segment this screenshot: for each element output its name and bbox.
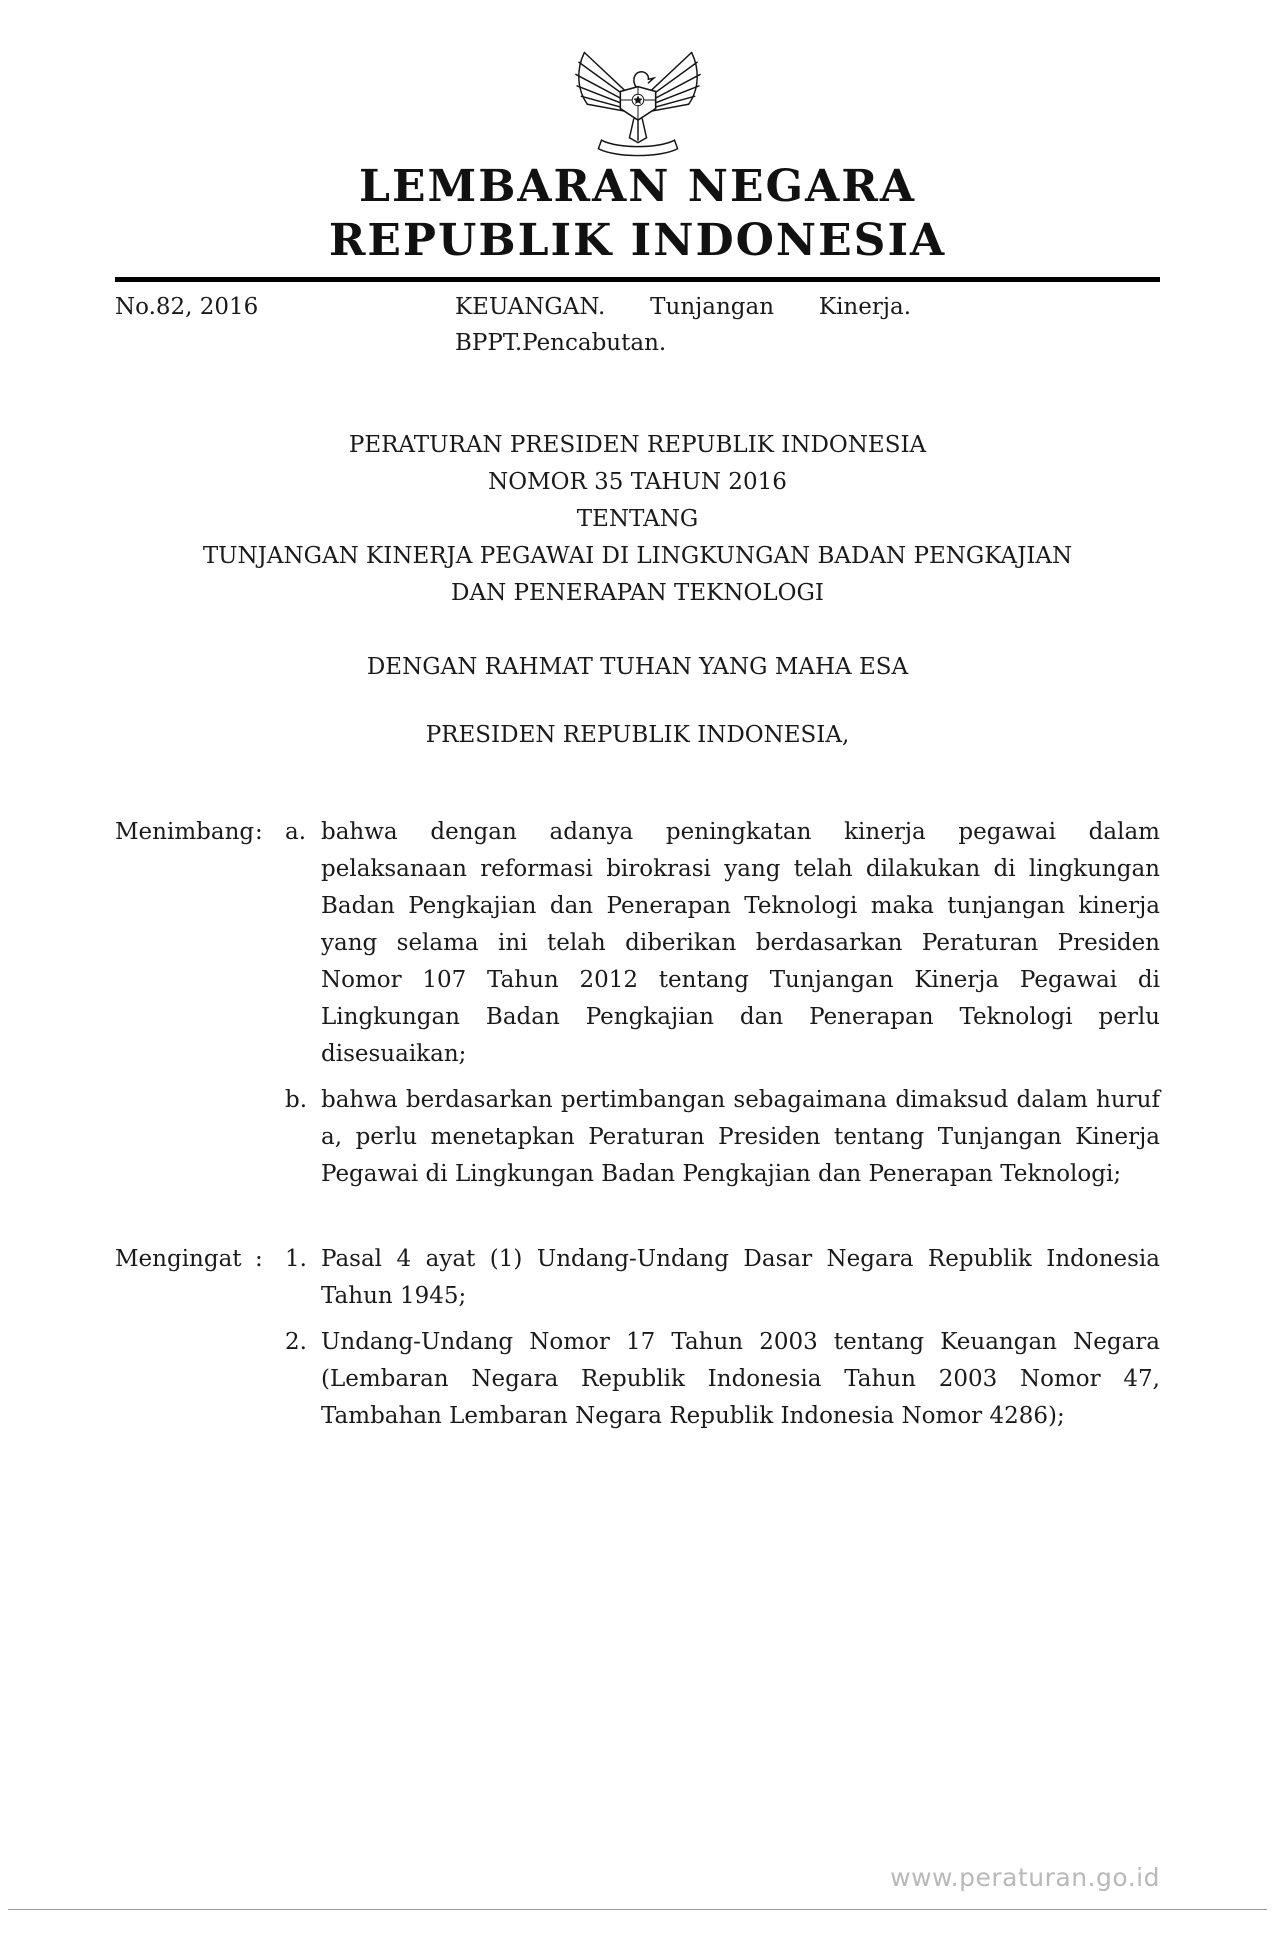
emblem-container xyxy=(115,0,1160,160)
considerations-separator: : xyxy=(255,819,263,845)
consideration-item-text: bahwa dengan adanya peningkatan kinerja pegawai dalam pelaksanaan reformasi birokrasi yang telah dilakukan di lingkungan Badan Pengkajian dan Penerapan Teknologi maka tunjangan kinerja yang selama ini telah diberikan berdasarkan Peraturan Presiden Nomor 107 Tahun 2012 tentang Tunjangan Kinerja Pegawai di Lingkungan Badan Pengkajian dan Penerapan Teknologi perlu disesuaikan; xyxy=(321,819,1160,1067)
clause-label-spacer xyxy=(115,1324,255,1435)
consideration-item-marker: b. xyxy=(285,1087,308,1113)
legal-basis-item-marker: 1. xyxy=(285,1246,307,1272)
invocation-line: DENGAN RAHMAT TUHAN YANG MAHA ESA xyxy=(366,654,909,680)
gazette-number: No.82, 2016 xyxy=(115,294,259,320)
legal-basis-separator: : xyxy=(255,1246,263,1272)
decree-title-line: PERATURAN PRESIDEN REPUBLIK INDONESIA xyxy=(348,432,927,458)
gazette-title-line1: LEMBARAN NEGARA xyxy=(359,161,916,212)
section-gap xyxy=(115,1202,1160,1232)
decree-title-block xyxy=(115,427,1160,612)
issuer-line: PRESIDEN REPUBLIK INDONESIA, xyxy=(425,722,850,748)
clause-colon-spacer xyxy=(255,1082,285,1193)
gazette-meta-row xyxy=(115,289,1160,363)
legal-basis-label: Mengingat xyxy=(115,1246,242,1272)
decree-about-line: TENTANG xyxy=(576,506,699,532)
decree-number-line: NOMOR 35 TAHUN 2016 xyxy=(488,469,787,495)
legal-basis-item-text: Undang-Undang Nomor 17 Tahun 2003 tentang Keuangan Negara (Lembaran Negara Republik Indonesia Tahun 2003 Nomor 47, Tambahan Lembaran Negara Republik Indonesia Nomor 4286); xyxy=(321,1329,1160,1429)
legal-basis-item-marker: 2. xyxy=(285,1329,307,1355)
clause-colon-spacer xyxy=(255,1324,285,1435)
masthead-rule xyxy=(115,277,1160,282)
clauses-section xyxy=(115,814,1160,1435)
footer-rule xyxy=(8,1909,1267,1910)
legal-basis-item-text: Pasal 4 ayat (1) Undang-Undang Dasar Negara Republik Indonesia Tahun 1945; xyxy=(321,1246,1160,1309)
gazette-subject: KEUANGAN. Tunjangan Kinerja. BPPT.Pencabutan. xyxy=(455,294,911,356)
garuda-emblem-icon xyxy=(571,40,705,160)
footer-source-url: www.peraturan.go.id xyxy=(890,1863,1160,1892)
consideration-item-marker: a. xyxy=(285,819,307,845)
clause-label-spacer xyxy=(115,1082,255,1193)
gazette-title-line2: REPUBLIK INDONESIA xyxy=(328,215,947,266)
consideration-item-text: bahwa berdasarkan pertimbangan sebagaimana dimaksud dalam huruf a, perlu menetapkan Peraturan Presiden tentang Tunjangan Kinerja Pegawai di Lingkungan Badan Pengkajian dan Penerapan Teknologi; xyxy=(321,1087,1160,1187)
decree-subject-line2: DAN PENERAPAN TEKNOLOGI xyxy=(451,580,824,606)
decree-subject-line1: TUNJANGAN KINERJA PEGAWAI DI LINGKUNGAN BADAN PENGKAJIAN xyxy=(202,543,1073,569)
considerations-label: Menimbang xyxy=(115,819,255,845)
